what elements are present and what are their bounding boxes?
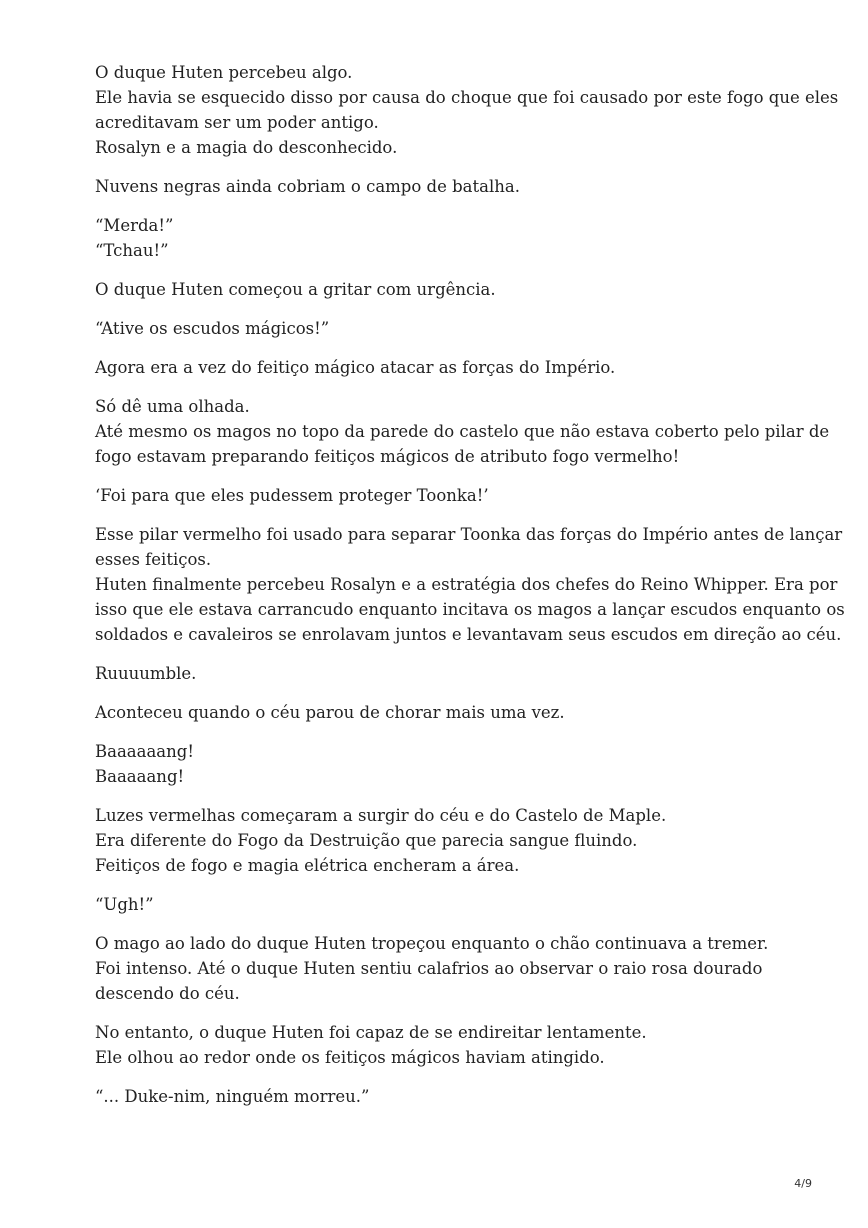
text-line: Baaaaaang! xyxy=(95,742,194,761)
text-line: Baaaaang! xyxy=(95,767,185,786)
text-line: Ruuuumble. xyxy=(95,664,197,683)
paragraph xyxy=(95,1020,795,1070)
text-line: fogo estavam preparando feitiços mágicos de atributo fogo vermelho! xyxy=(95,447,680,466)
text-line: Agora era a vez do feitiço mágico atacar as forças do Império. xyxy=(95,358,616,377)
paragraph xyxy=(95,483,795,508)
text-line: Era diferente do Fogo da Destruição que parecia sangue fluindo. xyxy=(95,831,638,850)
text-line: “Ugh!” xyxy=(95,895,154,914)
paragraph xyxy=(95,803,795,878)
text-line: Huten finalmente percebeu Rosalyn e a estratégia dos chefes do Reino Whipper. Era por xyxy=(95,575,838,594)
document-body xyxy=(95,60,845,1123)
text-line: Rosalyn e a magia do desconhecido. xyxy=(95,138,398,157)
paragraph xyxy=(95,739,795,789)
text-line: Até mesmo os magos no topo da parede do castelo que não estava coberto pelo pilar de xyxy=(95,422,830,441)
paragraph xyxy=(95,931,795,1006)
paragraph xyxy=(95,60,839,160)
text-line: “Tchau!” xyxy=(95,241,169,260)
text-line: Feitiços de fogo e magia elétrica encheram a área. xyxy=(95,856,520,875)
paragraph xyxy=(95,892,795,917)
text-line: Ele olhou ao redor onde os feitiços mágicos haviam atingido. xyxy=(95,1048,605,1067)
text-line: Luzes vermelhas começaram a surgir do céu e do Castelo de Maple. xyxy=(95,806,667,825)
paragraph xyxy=(95,174,795,199)
paragraph xyxy=(95,661,795,686)
text-line: descendo do céu. xyxy=(95,984,240,1003)
text-line: No entanto, o duque Huten foi capaz de se endireitar lentamente. xyxy=(95,1023,647,1042)
text-line: acreditavam ser um poder antigo. xyxy=(95,113,379,132)
paragraph xyxy=(95,316,795,341)
text-line: O duque Huten percebeu algo. xyxy=(95,63,353,82)
text-line: Nuvens negras ainda cobriam o campo de batalha. xyxy=(95,177,520,196)
paragraph xyxy=(95,277,795,302)
text-line: Aconteceu quando o céu parou de chorar mais uma vez. xyxy=(95,703,565,722)
text-line: O mago ao lado do duque Huten tropeçou enquanto o chão continuava a tremer. xyxy=(95,934,769,953)
text-line: Só dê uma olhada. xyxy=(95,397,250,416)
text-line: soldados e cavaleiros se enrolavam juntos e levantavam seus escudos em direção ao céu. xyxy=(95,625,842,644)
paragraph xyxy=(95,213,795,263)
paragraph xyxy=(95,355,795,380)
text-line: Esse pilar vermelho foi usado para separar Toonka das forças do Império antes de lançar xyxy=(95,525,843,544)
paragraph xyxy=(95,1084,795,1109)
text-line: Foi intenso. Até o duque Huten sentiu calafrios ao observar o raio rosa dourado xyxy=(95,959,763,978)
paragraph xyxy=(95,700,795,725)
text-line: “... Duke-nim, ninguém morreu.” xyxy=(95,1087,370,1106)
text-line: isso que ele estava carrancudo enquanto incitava os magos a lançar escudos enquanto os xyxy=(95,600,845,619)
text-line: “Ative os escudos mágicos!” xyxy=(95,319,330,338)
paragraph xyxy=(95,394,830,469)
text-line: Ele havia se esquecido disso por causa do choque que foi causado por este fogo que eles xyxy=(95,88,839,107)
text-line: esses feitiços. xyxy=(95,550,212,569)
text-line: O duque Huten começou a gritar com urgência. xyxy=(95,280,496,299)
text-line: ‘Foi para que eles pudessem proteger Toonka!’ xyxy=(95,486,489,505)
text-line: “Merda!” xyxy=(95,216,174,235)
page-number: 4/9 xyxy=(794,1177,812,1190)
paragraph xyxy=(95,522,845,647)
